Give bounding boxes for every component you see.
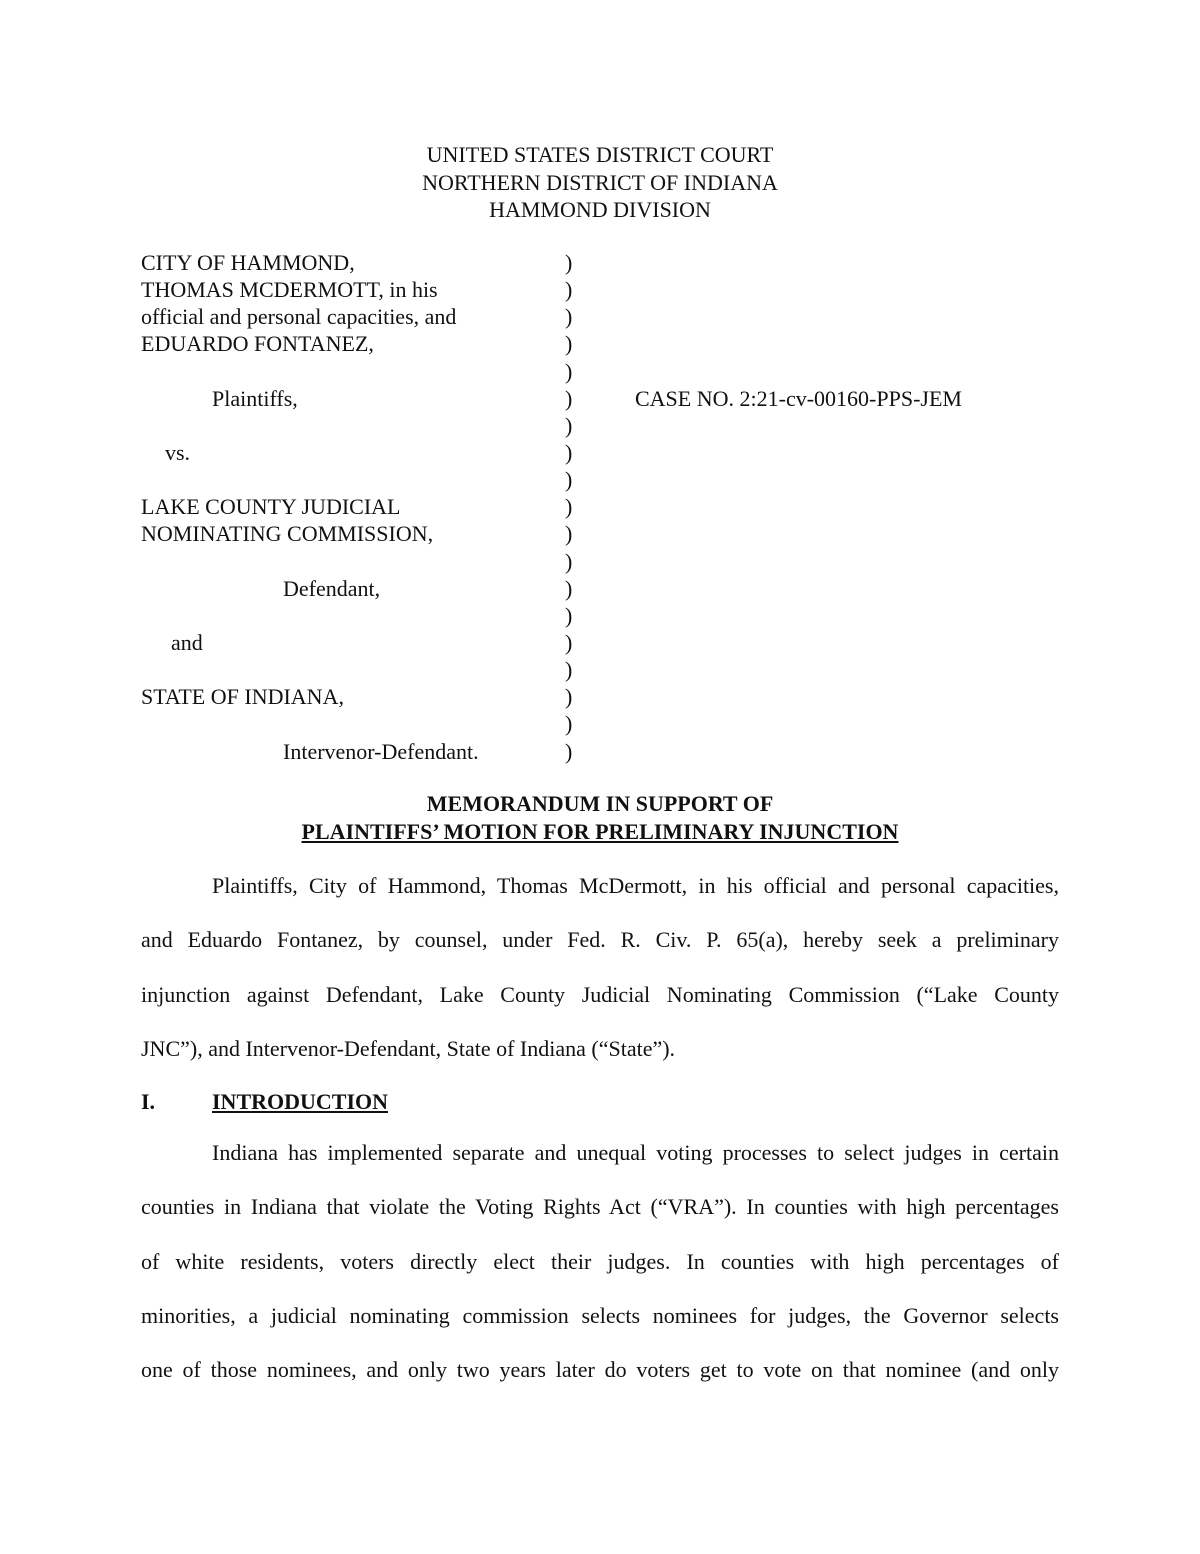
caption-row — [141, 602, 1041, 629]
caption-row — [141, 520, 1041, 547]
caption-paren: ) — [565, 711, 573, 737]
title-line-1: MEMORANDUM IN SUPPORT OF — [426, 791, 774, 816]
caption-paren: ) — [565, 738, 573, 764]
caption-paren: ) — [565, 358, 573, 384]
intro-paragraph — [141, 871, 1059, 1088]
caption-paren: ) — [565, 304, 573, 330]
caption-paren: ) — [565, 602, 573, 628]
caption-party: official and personal capacities, and — [141, 304, 457, 330]
section-title: INTRODUCTION — [212, 1089, 389, 1114]
paragraph-line: of white residents, voters directly elect their judges. In counties with high percentages of — [141, 1248, 1059, 1274]
caption-paren: ) — [565, 575, 573, 601]
paragraph-line: counties in Indiana that violate the Voting Rights Act (“VRA”). In counties with high percentages — [141, 1194, 1059, 1220]
paragraph-line: JNC”), and Intervenor-Defendant, State of Indiana (“State”). — [141, 1035, 676, 1061]
case-number: CASE NO. 2:21-cv-00160-PPS-JEM — [635, 385, 962, 411]
caption-row — [141, 358, 1041, 385]
caption-row — [141, 330, 1041, 357]
caption-paren: ) — [565, 684, 573, 710]
caption-row — [141, 385, 1041, 412]
caption-paren: ) — [565, 385, 573, 411]
paragraph-line: one of those nominees, and only two years later do voters get to vote on that nominee (and only — [141, 1357, 1059, 1383]
caption-party: CITY OF HAMMOND, — [141, 250, 355, 275]
paragraph-line: injunction against Defendant, Lake County Judicial Nominating Commission (“Lake County — [141, 981, 1059, 1007]
case-caption — [141, 249, 1041, 765]
caption-row — [141, 439, 1041, 466]
caption-row — [141, 738, 1041, 765]
caption-row — [141, 412, 1041, 439]
caption-row — [141, 548, 1041, 575]
caption-row — [141, 575, 1041, 602]
section-paragraph — [141, 1138, 1059, 1409]
caption-paren: ) — [565, 412, 573, 438]
caption-role-plaintiffs: Plaintiffs, — [212, 385, 298, 411]
caption-paren: ) — [565, 250, 573, 275]
caption-paren: ) — [565, 467, 573, 493]
title-line-2: PLAINTIFFS’ MOTION FOR PRELIMINARY INJUNCTION — [301, 819, 899, 844]
caption-paren: ) — [565, 629, 573, 655]
caption-row — [141, 303, 1041, 330]
caption-row — [141, 629, 1041, 656]
caption-paren: ) — [565, 494, 573, 520]
caption-party: THOMAS MCDERMOTT, in his — [141, 277, 438, 303]
caption-row — [141, 493, 1041, 520]
caption-party: STATE OF INDIANA, — [141, 684, 344, 710]
caption-and: and — [171, 629, 203, 655]
memorandum-title — [0, 790, 1200, 846]
paragraph-line: Plaintiffs, City of Hammond, Thomas McDermott, in his official and personal capacities, — [212, 873, 1059, 898]
section-number: I. — [141, 1089, 156, 1114]
caption-versus: vs. — [165, 439, 191, 465]
caption-row — [141, 710, 1041, 737]
caption-paren: ) — [565, 657, 573, 683]
caption-row — [141, 656, 1041, 683]
court-district: NORTHERN DISTRICT OF INDIANA — [422, 169, 778, 195]
caption-party: NOMINATING COMMISSION, — [141, 521, 434, 547]
court-header — [0, 141, 1200, 224]
caption-role-defendant: Defendant, — [283, 575, 381, 601]
caption-party: LAKE COUNTY JUDICIAL — [141, 494, 401, 520]
court-division: HAMMOND DIVISION — [489, 197, 711, 222]
caption-row — [141, 249, 1041, 276]
court-name: UNITED STATES DISTRICT COURT — [426, 142, 774, 167]
paragraph-line: minorities, a judicial nominating commission selects nominees for judges, the Governor selects — [141, 1302, 1059, 1328]
caption-party: EDUARDO FONTANEZ, — [141, 331, 374, 357]
paragraph-line: Indiana has implemented separate and unequal voting processes to select judges in certain — [212, 1140, 1059, 1165]
caption-paren: ) — [565, 331, 573, 357]
caption-row — [141, 466, 1041, 493]
caption-paren: ) — [565, 439, 573, 465]
caption-row — [141, 276, 1041, 303]
caption-paren: ) — [565, 548, 573, 574]
caption-paren: ) — [565, 277, 573, 303]
caption-row — [141, 683, 1041, 710]
paragraph-line: and Eduardo Fontanez, by counsel, under Fed. R. Civ. P. 65(a), hereby seek a preliminary — [141, 927, 1059, 953]
caption-paren: ) — [565, 521, 573, 547]
caption-role-intervenor: Intervenor-Defendant. — [283, 738, 479, 764]
